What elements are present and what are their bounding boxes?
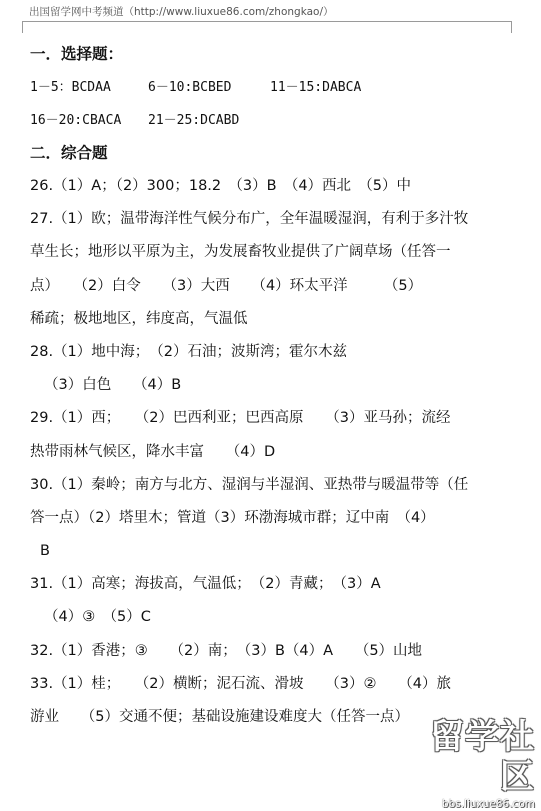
page-header: 出国留学网中考频道（http://www.liuxue86.com/zhongkao/） <box>29 6 334 18</box>
answer-group: 21－25:DCABD <box>148 113 240 128</box>
answer-line: 草生长；地形以平原为主，为发展畜牧业提供了广阔草场（任答一 <box>30 244 451 261</box>
answer-group: 11－15:DABCA <box>270 80 362 95</box>
answer-line: 27.（1）欧；温带海洋性气候分布广，全年温暖湿润，有利于多汁牧 <box>30 211 469 228</box>
choice-answers-row-2 <box>30 104 518 137</box>
answer-line: B <box>40 543 50 560</box>
section-title-choice: 一．选择题： <box>30 45 124 63</box>
answer-line: 游业 （5）交通不便；基础设施建设难度大（任答一点） <box>30 709 409 725</box>
answer-line: 32.（1）香港；③ （2）南； （3）B（4）A （5）山地 <box>30 642 423 659</box>
document-body <box>30 38 518 734</box>
watermark-logo-text: 留学社区 <box>430 717 535 797</box>
answer-line: 29.（1）西； （2）巴西利亚；巴西高原 （3）亚马孙；流经 <box>30 410 451 427</box>
answer-line: 答一点）（2）塔里木；管道（3）环渤海城市群；辽中南 （4） <box>30 509 435 526</box>
answer-line: 31.（1）高寒；海拔高，气温低； （2）青藏； （3）A <box>30 576 381 593</box>
answer-line: 热带雨林气候区，降水丰富 （4）D <box>30 443 276 460</box>
answer-line: 30.（1）秦岭；南方与北方、湿润与半湿润、亚热带与暖温带等（任 <box>30 476 469 493</box>
site-watermark <box>407 717 535 810</box>
section-title-comprehensive: 二．综合题 <box>30 144 108 162</box>
answer-line: 点） （2）白令 （3）大西 （4）环太平洋 （5） <box>30 277 423 294</box>
margin-corner-right <box>511 21 512 33</box>
answer-group: 16－20:CBACA <box>30 113 122 128</box>
answer-line: 稀疏；极地地区，纬度高，气温低 <box>30 310 248 327</box>
answer-line: 28.（1）地中海； （2）石油；波斯湾；霍尔木兹 <box>30 343 348 360</box>
choice-answers-row-1 <box>30 71 518 104</box>
answer-line: 26.（1）A；（2）300；18.2 （3）B （4）西北 （5）中 <box>30 178 412 194</box>
answer-line: （4）③ （5）C <box>44 609 151 626</box>
answer-group: 1－5：BCDAA <box>30 80 111 95</box>
answer-line: 33.（1）桂； （2）横断；泥石流、滑坡 （3）② （4）旅 <box>30 675 451 692</box>
header-divider <box>22 21 512 22</box>
answer-line: （3）白色 （4）B <box>44 377 182 394</box>
watermark-url: bbs.liuxue86.com <box>441 798 535 810</box>
margin-corner-left <box>22 21 23 33</box>
answer-group: 6－10:BCBED <box>148 80 232 95</box>
